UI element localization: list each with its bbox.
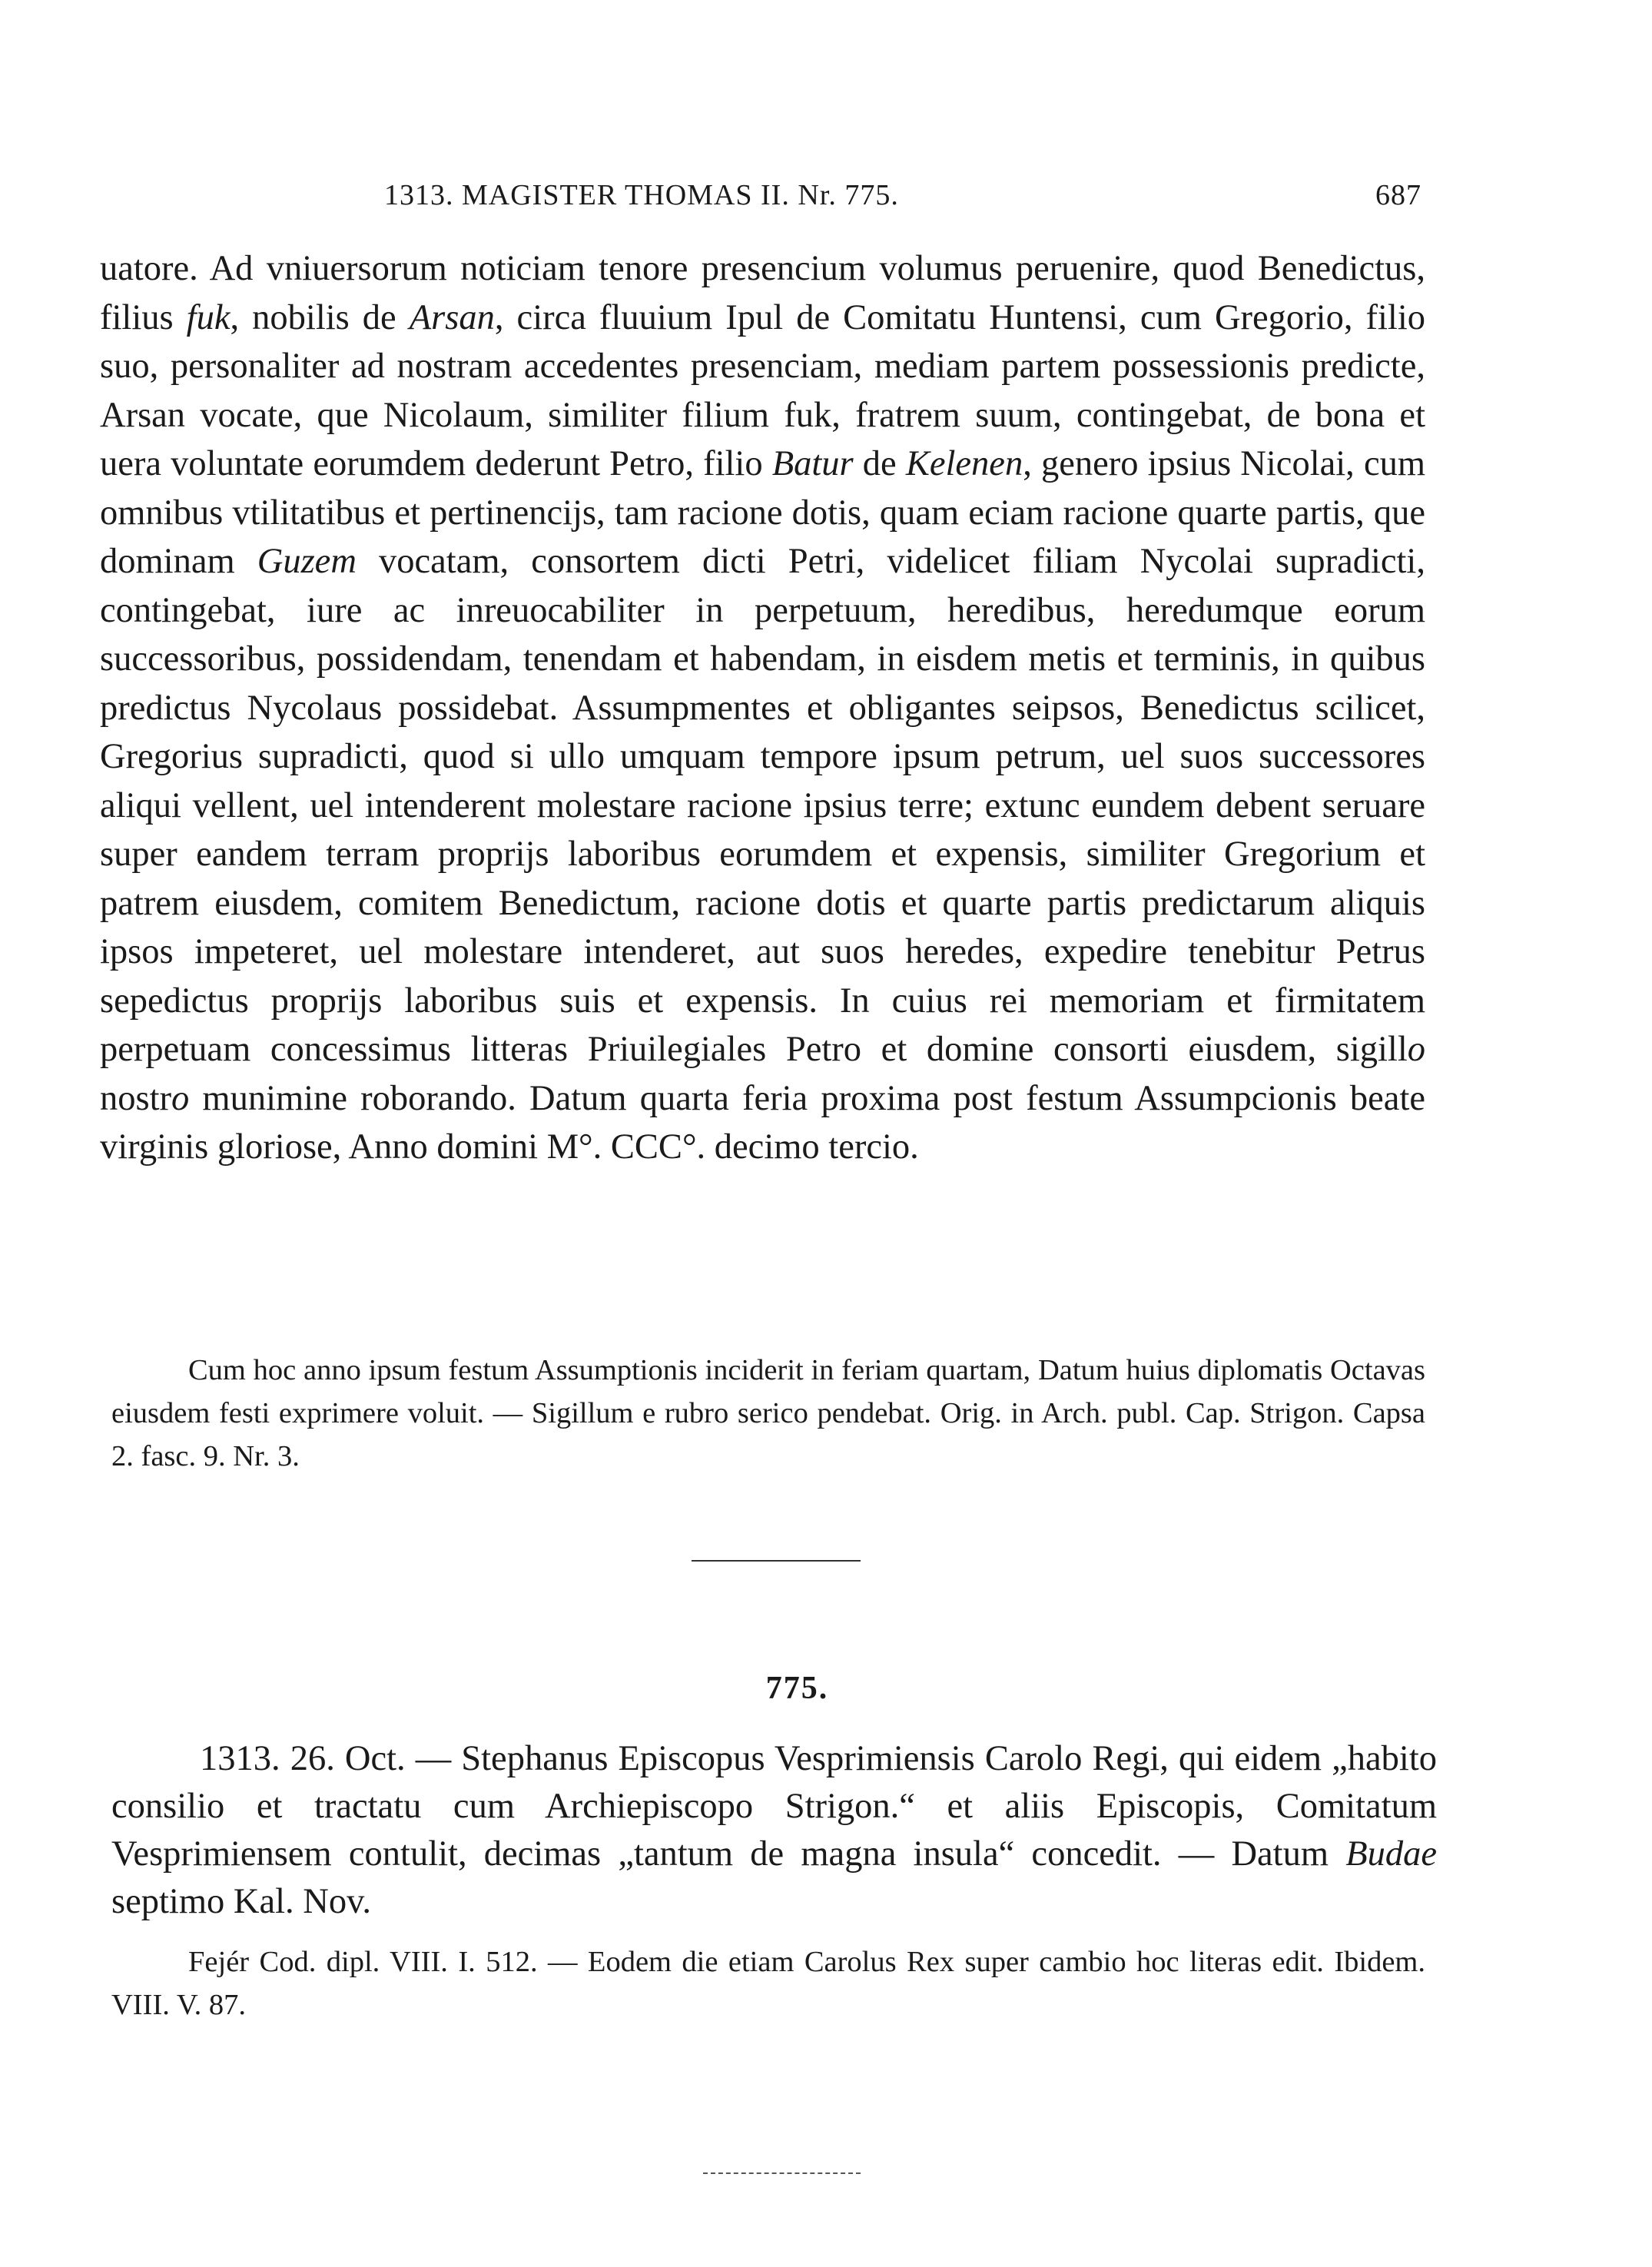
section-divider bbox=[692, 1560, 861, 1562]
page-number: 687 bbox=[1375, 179, 1421, 211]
text-segment: de bbox=[853, 444, 906, 483]
italic-name: Arsan bbox=[409, 297, 495, 337]
text-segment: munimine roborando. Datum quarta feria proxima post festum Assumpcionis beate virginis gloriose, Anno domini M°. CCC°. decimo tercio. bbox=[100, 1078, 1425, 1167]
italic-name: Budae bbox=[1345, 1834, 1437, 1874]
charter-text bbox=[100, 244, 1425, 1172]
italic-letter: o bbox=[1407, 1030, 1425, 1069]
text-segment: nostr bbox=[100, 1078, 171, 1118]
text-segment: , genero ipsius Nicolai, cum omnibus vtilitatibus et pertinencijs, tam racione dotis, quam eciam racione quarte partis, que dominam bbox=[100, 444, 1426, 581]
italic-letter: o bbox=[171, 1078, 190, 1118]
text-segment: uatore. Ad vniuersorum noticiam tenore presencium volumus peruenire, quod Benedictus, filius bbox=[100, 249, 1425, 337]
italic-name: Kelenen bbox=[905, 444, 1023, 483]
entry-number: 775. bbox=[765, 1671, 829, 1706]
end-divider bbox=[703, 2172, 861, 2174]
page-header bbox=[0, 178, 1652, 217]
text-segment: , nobilis de bbox=[230, 297, 410, 337]
italic-name: fuk bbox=[186, 297, 231, 337]
text-segment: 1313. 26. Oct. — Stephanus Episcopus Vesprimiensis Carolo Regi, qui eidem „habito consilio et tractatu cum Archiepiscopo Strigon.“ et aliis Episcopis, Comitatum Vesprimiensem contulit, decimas „tantum de magna insula“ concedit. — Datum bbox=[111, 1739, 1437, 1874]
italic-name: Guzem bbox=[257, 542, 357, 581]
italic-name: Batur bbox=[771, 444, 854, 483]
source-note: Fejér Cod. dipl. VIII. I. 512. — Eodem die etiam Carolus Rex super cambio hoc literas edit. Ibidem. VIII. V. 87. bbox=[111, 1946, 1425, 2021]
entry-summary bbox=[111, 1735, 1437, 1926]
text-segment: , circa fluuium Ipul de Comitatu Huntensi, cum Gregorio, filio suo, personaliter ad nostram accedentes presenciam, mediam partem possessionis predicte, Arsan vocate, que Nicolaum, similiter filium fuk, fratrem suum, contingebat, de bona et uera voluntate eorumdem dederunt Petro, filio bbox=[100, 297, 1425, 483]
editorial-note: Cum hoc anno ipsum festum Assumptionis inciderit in feriam quartam, Datum huius diplomatis Octavas eiusdem festi exprimere voluit. — Sigillum e rubro serico pendebat. Orig. in Arch. publ. Cap. Strigon. Capsa 2. fasc. 9. Nr. 3. bbox=[111, 1354, 1425, 1472]
running-title: 1313. MAGISTER THOMAS II. Nr. 775. bbox=[384, 179, 899, 211]
text-segment: septimo Kal. Nov. bbox=[111, 1882, 371, 1921]
text-segment: vocatam, consortem dicti Petri, videlicet filiam Nycolai supradicti, contingebat, iure ac inreuocabiliter in perpetuum, heredibus, heredumque eorum successoribus, possidendam, tenendam et habendam, in eisdem metis et terminis, in quibus predictus Nycolaus possidebat. Assumpmentes et obligantes seipsos, Benedictus scilicet, Gregorius supradicti, quod si ullo umquam tempore ipsum petrum, uel suos successores aliqui vellent, uel intenderent molestare racione ipsius terre; extunc eundem debent seruare super eandem terram proprijs laboribus eorumdem et expensis, similiter Gregorium et patrem eiusdem, comitem Benedictum, racione dotis et quarte partis predictarum aliquis ipsos impeteret, uel molestare intenderet, aut suos heredes, expedire tenebitur Petrus sepedictus proprijs laboribus suis et expensis. In cuius rei memoriam et firmitatem perpetuam concessimus litteras Priuilegiales Petro et domine consorti eiusdem, sigill bbox=[100, 542, 1425, 1069]
